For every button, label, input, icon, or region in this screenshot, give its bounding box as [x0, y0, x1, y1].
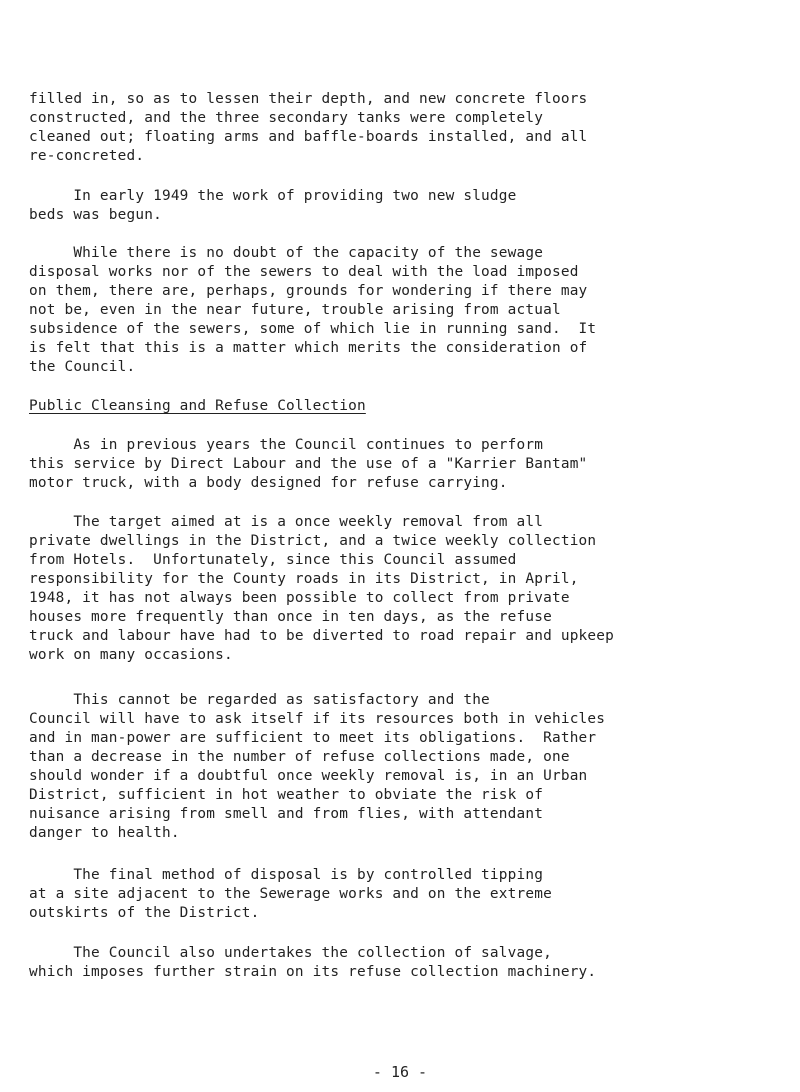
paragraph-line: beds was begun.: [29, 207, 162, 223]
paragraph-line: Council will have to ask itself if its resources both in vehicles: [29, 711, 606, 727]
paragraph-line: the Council.: [29, 359, 136, 375]
section-heading: Public Cleansing and Refuse Collection: [29, 398, 366, 414]
paragraph-line: than a decrease in the number of refuse collections made, one: [29, 749, 570, 765]
paragraph-line: from Hotels. Unfortunately, since this Council assumed: [29, 552, 517, 568]
paragraph-line: filled in, so as to lessen their depth, and new concrete floors: [29, 91, 588, 107]
paragraph-line: cleaned out; floating arms and baffle-boards installed, and all: [29, 129, 588, 145]
paragraph-line: While there is no doubt of the capacity of the sewage: [29, 245, 544, 261]
paragraph-line: subsidence of the sewers, some of which lie in running sand. It: [29, 321, 597, 337]
paragraph-line: is felt that this is a matter which merits the consideration of: [29, 340, 588, 356]
paragraph-line: This cannot be regarded as satisfactory and the: [29, 692, 490, 708]
paragraph-line: The final method of disposal is by controlled tipping: [29, 867, 544, 883]
page-number: - 16 -: [372, 1063, 428, 1081]
paragraph-line: not be, even in the near future, trouble arising from actual: [29, 302, 561, 318]
paragraph-line: private dwellings in the District, and a twice weekly collection: [29, 533, 597, 549]
paragraph-line: houses more frequently than once in ten days, as the refuse: [29, 609, 552, 625]
paragraph-line: truck and labour have had to be diverted to road repair and upkeep: [29, 628, 615, 644]
paragraph-line: In early 1949 the work of providing two new sludge: [29, 188, 517, 204]
paragraph-line: disposal works nor of the sewers to deal with the load imposed: [29, 264, 579, 280]
paragraph-line: responsibility for the County roads in its District, in April,: [29, 571, 579, 587]
paragraph-line: and in man-power are sufficient to meet its obligations. Rather: [29, 730, 597, 746]
paragraph-line: District, sufficient in hot weather to obviate the risk of: [29, 787, 544, 803]
paragraph-line: re-concreted.: [29, 148, 145, 164]
paragraph-line: 1948, it has not always been possible to collect from private: [29, 590, 570, 606]
paragraph-line: danger to health.: [29, 825, 180, 841]
paragraph-line: on them, there are, perhaps, grounds for wondering if there may: [29, 283, 588, 299]
paragraph-line: motor truck, with a body designed for refuse carrying.: [29, 475, 508, 491]
paragraph-line: should wonder if a doubtful once weekly removal is, in an Urban: [29, 768, 588, 784]
paragraph-line: The target aimed at is a once weekly removal from all: [29, 514, 544, 530]
paragraph-line: which imposes further strain on its refuse collection machinery.: [29, 964, 597, 980]
paragraph-line: constructed, and the three secondary tanks were completely: [29, 110, 544, 126]
paragraph-line: nuisance arising from smell and from flies, with attendant: [29, 806, 544, 822]
paragraph-line: outskirts of the District.: [29, 905, 260, 921]
paragraph-line: The Council also undertakes the collection of salvage,: [29, 945, 552, 961]
paragraph-line: As in previous years the Council continues to perform: [29, 437, 544, 453]
paragraph-line: at a site adjacent to the Sewerage works and on the extreme: [29, 886, 552, 902]
paragraph-line: work on many occasions.: [29, 647, 233, 663]
paragraph-line: this service by Direct Labour and the use of a "Karrier Bantam": [29, 456, 588, 472]
